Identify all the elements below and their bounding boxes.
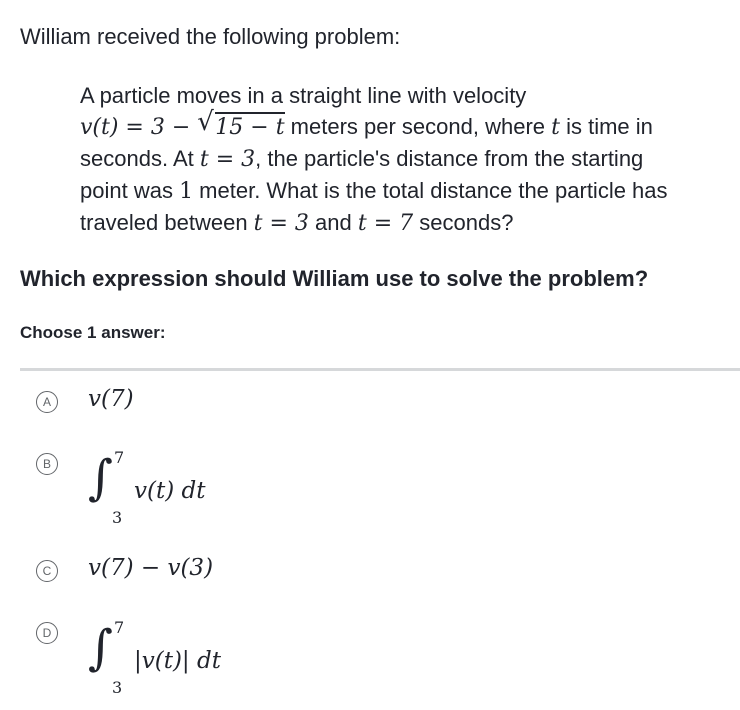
problem-line-5 — [80, 207, 730, 239]
problem-text-2: meters per second, where — [284, 114, 552, 139]
problem-text-4b: meter. What is the total distance the particle has — [193, 178, 668, 203]
velocity-function: v(t) = 3 − — [80, 115, 198, 140]
problem-text-5c: seconds? — [413, 210, 514, 235]
problem-text-4a: point was — [80, 178, 180, 203]
choice-b-lower-limit: 3 — [112, 508, 123, 527]
choice-d-lower-limit: 3 — [112, 678, 123, 697]
problem-statement — [80, 80, 730, 239]
math-t-equals-3: t = 3 — [199, 147, 256, 172]
choice-c-expression: v(7) − v(3) — [88, 555, 214, 581]
problem-line-1: A particle moves in a straight line with velocity — [80, 83, 527, 108]
integral-sign-icon: ∫ — [88, 620, 114, 676]
problem-text-3b: , the particle's distance from the starting — [255, 146, 644, 171]
math-t-equals-7: t = 7 — [357, 211, 414, 236]
choice-a-expression: v(7) — [88, 386, 134, 412]
problem-text-5a: traveled between — [80, 210, 254, 235]
choice-b-upper-limit: 7 — [114, 448, 125, 467]
problem-text-2b: is time in — [559, 114, 653, 139]
problem-line-2 — [80, 107, 730, 143]
square-root — [197, 107, 285, 143]
choice-c[interactable] — [0, 541, 740, 601]
math-t-equals-3b: t = 3 — [253, 211, 309, 236]
choice-b-letter-icon: B — [36, 453, 58, 475]
choice-d-letter-icon: D — [36, 622, 58, 644]
problem-line-3 — [80, 143, 730, 175]
choice-b-integrand: v(t) dt — [134, 478, 206, 504]
choice-d[interactable] — [0, 610, 740, 705]
radical-sign-icon: √ — [197, 107, 214, 137]
math-one: 1 — [179, 179, 194, 204]
intro-text: William received the following problem: — [20, 24, 401, 49]
problem-text-3a: seconds. At — [80, 146, 200, 171]
choice-c-letter-icon: C — [36, 560, 58, 582]
problem-line-4 — [80, 175, 730, 207]
radicand: 15 − t — [215, 112, 284, 140]
problem-text-5b: and — [308, 210, 358, 235]
choice-d-upper-limit: 7 — [114, 618, 125, 637]
integral-sign-icon: ∫ — [88, 450, 114, 506]
choice-a-letter-icon: A — [36, 391, 58, 413]
divider — [20, 368, 740, 371]
question-text: Which expression should William use to solve the problem? — [20, 266, 649, 291]
choose-label: Choose 1 answer: — [20, 323, 166, 342]
choice-d-integrand: |v(t)| dt — [134, 648, 221, 674]
choice-a[interactable] — [0, 374, 740, 434]
choice-b[interactable] — [0, 440, 740, 530]
var-t: t — [551, 115, 560, 140]
